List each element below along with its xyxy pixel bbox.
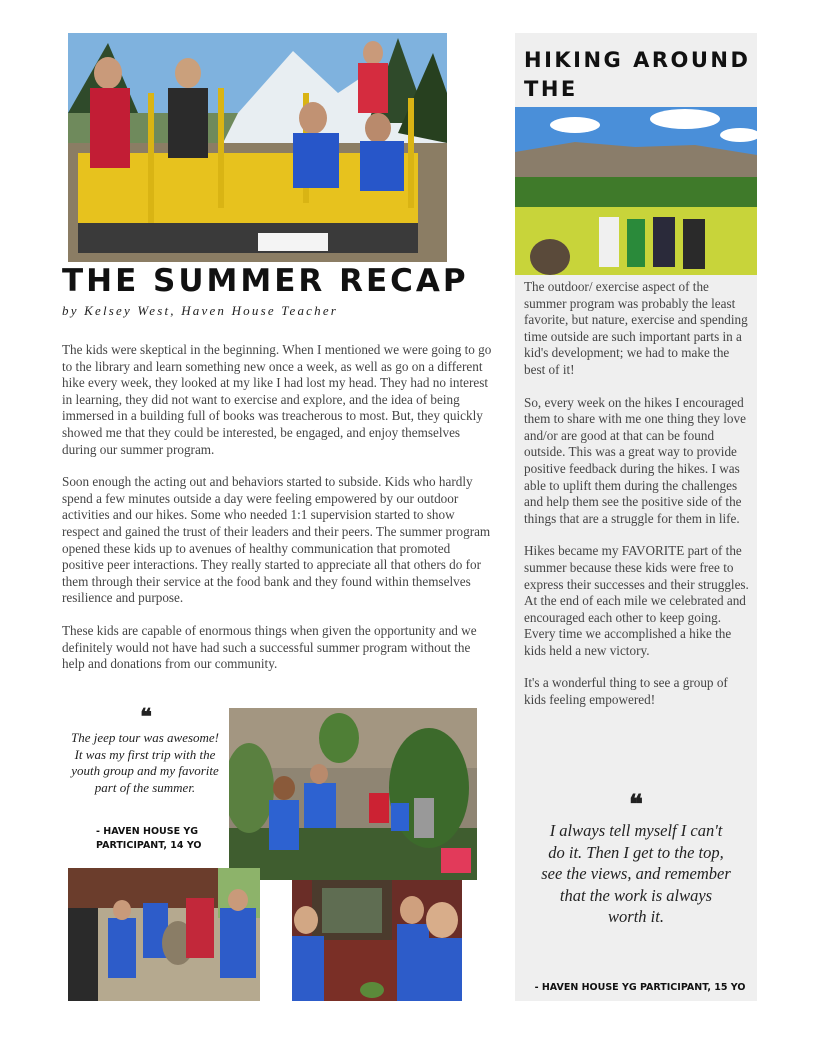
quote-right-attribution: - HAVEN HOUSE YG PARTICIPANT, 15 YO [534,982,746,993]
sidebar-paragraph: So, every week on the hikes I encouraged them to share with me one thing they love and/or are good at that can be found outside. This was a great way to provide positive feedback during the hikes. I was able to uplift them during the challenges and help them see the positive side of the things that are a struggle for them in life. [524,394,746,526]
sidebar-title-line1: HIKING AROUND THE [524,48,751,101]
article-paragraph: These kids are capable of enormous things when given the opportunity and we definitely would not have had such a successful summer program without the help and donations from our community. [62,622,477,672]
article-title: THE SUMMER RECAP [62,263,469,299]
quote-mark-icon: ❝ [140,704,152,730]
quote-left-attribution-line2: PARTICIPANT, 14 YO [96,840,202,851]
quote-left-attribution-line1: - HAVEN HOUSE YG [96,826,199,837]
kids-window-photo [292,880,462,1001]
hiking-photo [515,107,757,275]
jeep-tour-photo [68,33,447,262]
quote-mark-icon: ❝ [629,790,643,820]
pull-quote-left: The jeep tour was awesome! It was my first trip with the youth group and my favorite part of the summer. [70,730,220,795]
sidebar-paragraph: Hikes became my FAVORITE part of the summer because these kids were free to express their successes and their struggles. At the end of each mile we celebrated and encouraged each other to keep going. Every time we accomplished a hike the kids held a new victory. [524,543,749,658]
quote-left-attribution [96,825,216,853]
article-paragraph: Soon enough the acting out and behaviors started to subside. Kids who hardly spend a few minutes outside a day were feeling empowered by our outdoor activities and our hikes. Some who needed 1:1 supervision started to show respect and gained the trust of their leaders and their peers. The summer program opened these kids up to avenues of healthy communication that promoted positive peer interactions. They really started to appreciate all that others do for them through their service at the food bank and they found within themselves resilience and purpose. [62,474,491,606]
article-byline: by Kelsey West, Haven House Teacher [62,303,339,318]
article-paragraph: The kids were skeptical in the beginning. When I mentioned we were going to go to the library and learn something new once a week, as well as go on a different hike every week, they looked at my like I had lost my head. They had no interest in learning, they did not want to exercise and explore, and the idea of being immersed in a building full of books was treacherous to most. But, they quickly showed me that they could be interested, be engaged, and enjoy themselves during our summer program. [62,342,492,457]
sidebar-paragraph: It's a wonderful thing to see a group of kids feeling empowered! [524,675,728,708]
sidebar-body [524,279,752,725]
farm-visit-photo [68,868,260,1001]
article-body [62,342,494,689]
sidebar-paragraph: The outdoor/ exercise aspect of the summer program was probably the least favorite, but nature, exercise and spending time outside are such important parts in a kid's development; we had to make the best of it! [524,279,748,377]
rock-wall-photo [229,708,477,880]
pull-quote-right: I always tell myself I can't do it. Then I get to the top, see the views, and remember that the work is always worth it. [541,821,731,927]
